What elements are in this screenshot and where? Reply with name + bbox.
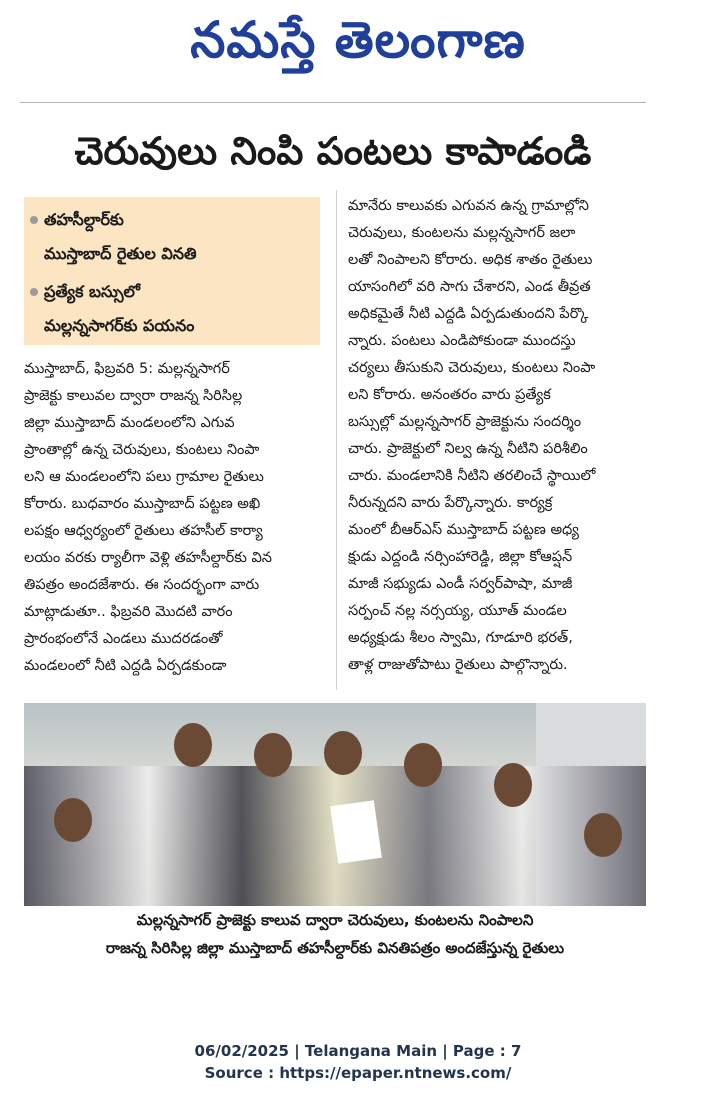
footer-source: Source : https://epaper.ntnews.com/	[204, 1064, 512, 1082]
highlight-item	[40, 205, 124, 235]
article-line: చెరువులు, కుంటలను మల్లన్నసాగర్‌ జలా	[348, 225, 576, 241]
photo-person	[404, 743, 442, 787]
article-line: చారు. మండలానికి నీటిని తరలించే స్థాయిలో	[348, 468, 596, 484]
article-line: యాసంగిలో వరి సాగు చేశారని, ఎండ తీవ్రత	[348, 279, 591, 295]
article-line: మంలో బీఆర్‌ఎస్‌ ముస్తాబాద్‌ పట్టణ అధ్య	[348, 522, 579, 538]
article-line: లయం వరకు ర్యాలీగా వెళ్లి తహసీల్దార్‌కు విన	[24, 550, 272, 566]
highlight-line: ముస్తాబాద్‌ రైతుల వినతి	[44, 244, 197, 263]
photo-person	[494, 763, 532, 807]
highlight-line: మల్లన్నసాగర్‌కు పయనం	[44, 316, 195, 335]
article-line: చారు. ప్రాజెక్టులో నిల్వ ఉన్న నీటిని పరిశీలిం	[348, 441, 588, 457]
article-line: ప్రాంతాల్లో ఉన్న చెరువులు, కుంటలు నింపా	[24, 442, 260, 458]
article-line: లతో నింపాలని కోరారు. అధిక శాతం రైతులు	[348, 252, 593, 268]
article-line: మండలంలో నీటి ఎద్దడి ఏర్పడకుండా	[24, 658, 227, 674]
article-line: అధికమైతే నీటి ఎద్దడి ఏర్పడుతుందని పేర్కొ	[348, 306, 589, 322]
masthead-logo: నమస్తే తెలంగాణ	[190, 11, 526, 69]
petition-paper	[330, 800, 382, 864]
photo-person	[324, 731, 362, 775]
article-line: మాట్లాడుతూ.. ఫిబ్రవరి మొదటి వారం	[24, 604, 233, 620]
caption-line: మల్లన్నసాగర్‌ ప్రాజెక్టు కాలువ ద్వారా చెరువులు, కుంటలను నింపాలని	[136, 911, 534, 929]
bullet-icon	[30, 288, 38, 296]
article-line: లపక్షం ఆధ్వర్యంలో రైతులు తహసీల్‌ కార్యా	[24, 523, 263, 539]
article-line: అధ్యక్షుడు శీలం స్వామి, గూడూరి భరత్‌,	[348, 630, 573, 646]
article-left-column	[24, 356, 324, 680]
article-line: లని ఆ మండలంలోని పలు గ్రామాల రైతులు	[24, 469, 264, 485]
article-line: బస్సుల్లో మల్లన్నసాగర్‌ ప్రాజెక్టును సందర్శిం	[348, 414, 582, 430]
highlight-line: ప్రత్యేక బస్సులో	[44, 282, 141, 301]
article-line: ముస్తాబాద్‌, ఫిబ్రవరి 5: మల్లన్నసాగర్‌	[24, 361, 230, 377]
article-line: తాళ్ల రాజుతోపాటు రైతులు పాల్గొన్నారు.	[348, 657, 568, 673]
photo-person	[174, 723, 212, 767]
article-line: కోరారు. బుధవారం ముస్తాబాద్‌ పట్టణ అఖి	[24, 496, 261, 512]
article-line: చర్యలు తీసుకుని చెరువులు, కుంటలు నింపా	[348, 360, 596, 376]
column-divider	[336, 190, 337, 690]
headline: చెరువులు నింపి పంటలు కాపాడండి	[74, 129, 592, 173]
article-line: న్నారు. పంటలు ఎండిపోకుండా ముందస్తు	[348, 333, 576, 349]
article-line: సర్పంచ్‌ నల్ల నర్సయ్య, యూత్‌ మండల	[348, 603, 567, 619]
article-line: ప్రారంభంలోనే ఎండలు ముదరడంతో	[24, 631, 223, 647]
article-line: తిపత్రం అందజేశారు. ఈ సందర్భంగా వారు	[24, 577, 260, 593]
photo-person	[584, 813, 622, 857]
article-line: క్షుడు ఎద్దండి నర్సింహారెడ్డి, జిల్లా కోఆప్షన్‌	[348, 549, 573, 565]
highlight-item	[40, 277, 140, 307]
footer-date-page: 06/02/2025 | Telangana Main | Page : 7	[194, 1042, 522, 1060]
highlight-line: తహసీల్దార్‌కు	[44, 210, 124, 229]
article-line: నీరున్నదని వారు పేర్కొన్నారు. కార్యక్ర	[348, 495, 553, 511]
bullet-icon	[30, 216, 38, 224]
article-line: లని కోరారు. అనంతరం వారు ప్రత్యేక	[348, 387, 551, 403]
caption-line: రాజన్న సిరిసిల్ల జిల్లా ముస్తాబాద్‌ తహసీల్దార్‌కు వినతిపత్రం అందజేస్తున్న రైతులు	[105, 939, 565, 957]
source-footer	[0, 1040, 716, 1084]
article-line: ప్రాజెక్టు కాలువల ద్వారా రాజన్న సిరిసిల్ల	[24, 388, 243, 404]
news-photo	[24, 703, 646, 906]
highlight-box	[24, 197, 320, 345]
photo-caption	[24, 906, 646, 962]
photo-person	[254, 733, 292, 777]
article-line: మాజీ సభ్యుడు ఎండీ సర్వర్‌పాషా, మాజీ	[348, 576, 573, 592]
article-right-column	[348, 193, 646, 679]
article-line: మానేరు కాలువకు ఎగువన ఉన్న గ్రామాల్లోని	[348, 198, 589, 214]
article-line: జిల్లా ముస్తాబాద్‌ మండలంలోని ఎగువ	[24, 415, 235, 431]
photo-person	[54, 798, 92, 842]
masthead-divider	[20, 102, 646, 103]
